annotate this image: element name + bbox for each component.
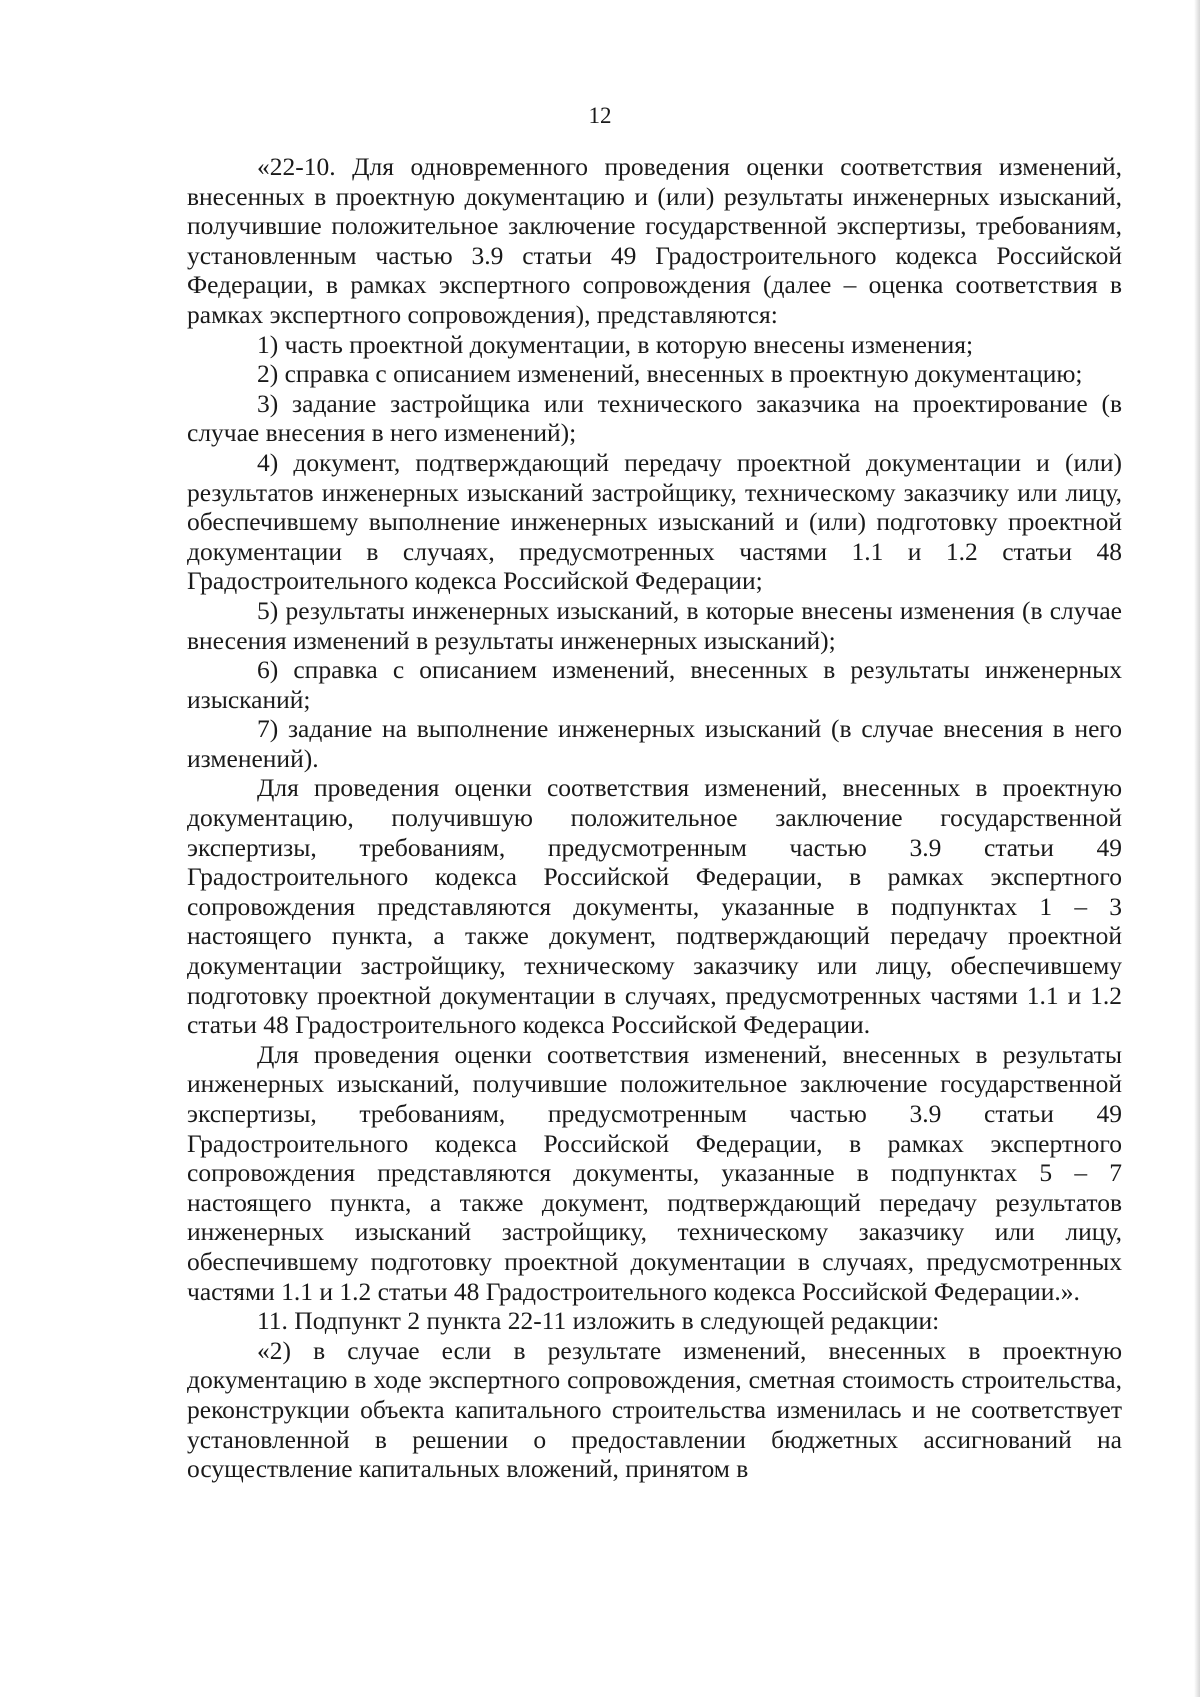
list-item-4: 4) документ, подтверждающий передачу проектной документации и (или) результатов инженерных изысканий застройщику, техническому заказчику или лицу, обеспечившему выполнение инженерных изысканий и (или) подготовку проектной документации в случаях, предусмотренных частями 1.1 и 1.2 статьи 48 Градостроительного кодекса Российской Федерации; — [187, 447, 1122, 596]
paragraph-subitem-2: «2) в случае если в результате изменений, внесенных в проектную документацию в ходе экспертного сопровождения, сметная стоимость строительства, реконструкции объекта капитального строительства изменилась и не соответствует установленной в решении о предоставлении бюджетных ассигнований на осуществление капитальных вложений, принятом в — [187, 1335, 1122, 1484]
list-item-7: 7) задание на выполнение инженерных изысканий (в случае внесения в него изменений). — [187, 714, 1122, 773]
page-number: 12 — [588, 103, 612, 128]
paragraph-project-docs: Для проведения оценки соответствия изменений, внесенных в проектную документацию, получившую положительное заключение государственной экспертизы, требованиям, предусмотренным частью 3.9 статьи 49 Градостроительного кодекса Российской Федерации, в рамках экспертного сопровождения представляются документы, указанные в подпунктах 1 – 3 настоящего пункта, а также документ, подтверждающий передачу проектной документации застройщику, техническому заказчику или лицу, обеспечившему подготовку проектной документации в случаях, предусмотренных частями 1.1 и 1.2 статьи 48 Градостроительного кодекса Российской Федерации. — [187, 773, 1122, 1040]
paragraph-item-11: 11. Подпункт 2 пункта 22-11 изложить в следующей редакции: — [257, 1306, 940, 1336]
paragraph-survey-results: Для проведения оценки соответствия изменений, внесенных в результаты инженерных изысканий, получившие положительное заключение государственной экспертизы, требованиям, предусмотренным частью 3.9 статьи 49 Градостроительного кодекса Российской Федерации, в рамках экспертного сопровождения представляются документы, указанные в подпунктах 5 – 7 настоящего пункта, а также документ, подтверждающий передачу результатов инженерных изысканий застройщику, техническому заказчику или лицу, обеспечившему подготовку проектной документации в случаях, предусмотренных частями 1.1 и 1.2 статьи 48 Градостроительного кодекса Российской Федерации.». — [187, 1039, 1122, 1306]
paragraph-22-10-intro: «22-10. Для одновременного проведения оценки соответствия изменений, внесенных в проектную документацию и (или) результаты инженерных изысканий, получившие положительное заключение государственной экспертизы, требованиям, установленным частью 3.9 статьи 49 Градостроительного кодекса Российской Федерации, в рамках экспертного сопровождения (далее – оценка соответствия в рамках экспертного сопровождения), представляются: — [187, 152, 1122, 329]
page-edge-shadow — [1194, 0, 1200, 1697]
list-item-3: 3) задание застройщика или технического заказчика на проектирование (в случае внесения в него изменений); — [187, 388, 1122, 448]
document-body — [187, 152, 1122, 1484]
list-item-5: 5) результаты инженерных изысканий, в которые внесены изменения (в случае внесения изменений в результаты инженерных изысканий); — [187, 595, 1122, 655]
list-item-6: 6) справка с описанием изменений, внесенных в результаты инженерных изысканий; — [187, 655, 1122, 714]
list-item-1: 1) часть проектной документации, в которую внесены изменения; — [257, 329, 974, 359]
list-item-2: 2) справка с описанием изменений, внесенных в проектную документацию; — [257, 359, 1083, 389]
